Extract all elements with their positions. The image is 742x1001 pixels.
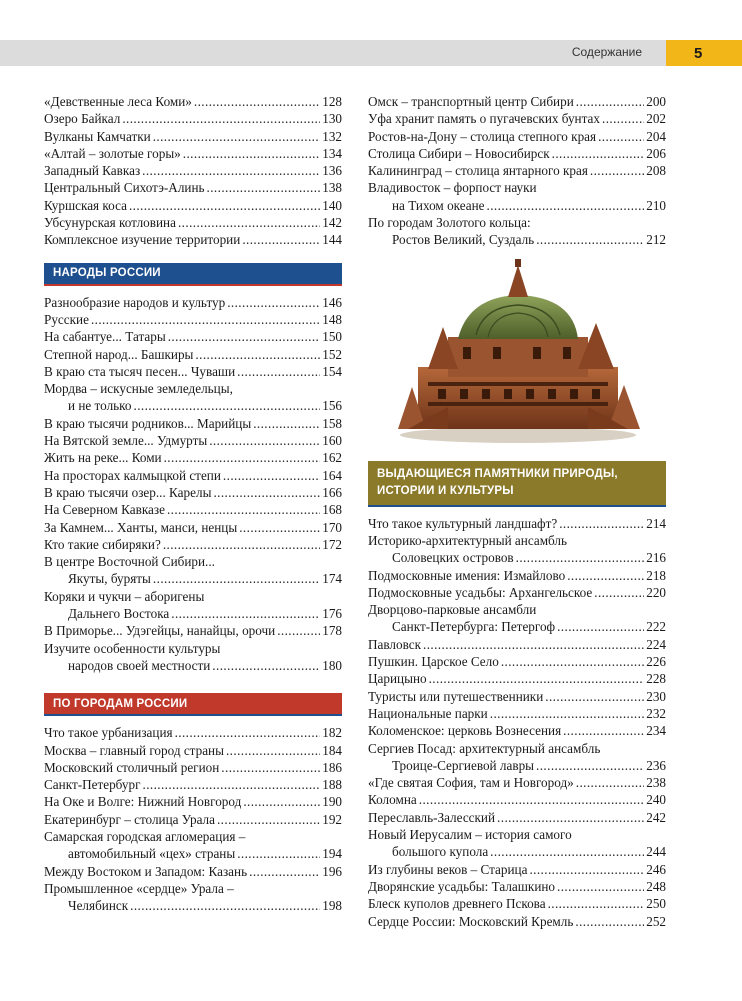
- dot-leader: [164, 449, 321, 466]
- toc-entry-page: 180: [322, 657, 342, 673]
- toc-entry-page: 132: [322, 128, 342, 144]
- toc-entry-title: Троице-Сергиевой лавры: [392, 757, 535, 773]
- dot-leader: [545, 688, 644, 705]
- toc-entry-page: 208: [646, 163, 666, 179]
- toc-entry-page: 238: [646, 775, 666, 791]
- toc-entry-page: 130: [322, 111, 342, 127]
- dot-leader: [242, 231, 320, 248]
- toc-entry: [44, 742, 342, 759]
- dot-leader: [183, 145, 320, 162]
- toc-entry-page: 158: [322, 415, 342, 431]
- dot-leader: [594, 584, 644, 601]
- dot-leader: [175, 724, 321, 741]
- toc-entry-page: 186: [322, 759, 342, 775]
- toc-entry-page: 148: [322, 311, 342, 327]
- page-number: 5: [694, 44, 703, 62]
- toc-entry: [368, 722, 666, 739]
- toc-entry: [368, 895, 666, 912]
- toc-entry-title: Калининград – столица янтарного края: [368, 163, 588, 179]
- toc-entry: [368, 878, 666, 895]
- toc-entry-title: Санкт-Петербург: [44, 777, 141, 793]
- toc-entry-page: 214: [646, 515, 666, 531]
- toc-entry: [44, 294, 342, 311]
- toc-entry-page: 212: [646, 232, 666, 248]
- toc-entry: [368, 774, 666, 791]
- toc-entry-title: и не только: [68, 398, 132, 414]
- toc-entry: [44, 128, 342, 145]
- dot-leader: [557, 878, 644, 895]
- toc-entry: [368, 128, 666, 145]
- dot-leader: [209, 432, 320, 449]
- toc-entry-page: 176: [322, 606, 342, 622]
- toc-entry-title: Национальные парки: [368, 705, 488, 721]
- toc-entry-title: Убсунурская котловина: [44, 215, 176, 231]
- dot-leader: [563, 722, 644, 739]
- toc-entry-title: Туристы или путешественники: [368, 688, 544, 704]
- toc-entry-page: 226: [646, 654, 666, 670]
- toc-entry-title: Санкт-Петербурга: Петергоф: [392, 619, 556, 635]
- toc-entry-page: 136: [322, 163, 342, 179]
- toc-entry: [368, 791, 666, 808]
- dot-leader: [277, 622, 320, 639]
- dot-leader: [237, 363, 320, 380]
- dot-leader: [130, 897, 320, 914]
- toc-entry-page: 210: [646, 197, 666, 213]
- toc-entry: [44, 897, 342, 914]
- toc-entry: [368, 145, 666, 162]
- toc-entry-page: 204: [646, 128, 666, 144]
- toc-entry-page: 248: [646, 878, 666, 894]
- toc-entry: [368, 231, 666, 248]
- toc-entry-title: Ростов Великий, Суздаль: [392, 232, 535, 248]
- toc-entry-title: Дальнего Востока: [68, 606, 170, 622]
- toc-entry-first-line: Мордва – искусные земледельцы,: [44, 381, 233, 397]
- dot-leader: [213, 484, 320, 501]
- dot-leader: [576, 774, 644, 791]
- dot-leader: [226, 742, 320, 759]
- toc-entry-page: 142: [322, 215, 342, 231]
- toc-entry-title: Комплексное изучение территории: [44, 232, 241, 248]
- toc-entry-page: 172: [322, 536, 342, 552]
- toc-entry-title: Что такое культурный ландшафт?: [368, 515, 558, 531]
- toc-entry-page: 164: [322, 467, 342, 483]
- dot-leader: [91, 311, 320, 328]
- toc-entry-title: Павловск: [368, 636, 422, 652]
- toc-entry-title: Подмосковные усадьбы: Архангельское: [368, 584, 593, 600]
- toc-entry-title: Уфа хранит память о пугачевских бунтах: [368, 111, 600, 127]
- toc-entry: [44, 93, 342, 110]
- dot-leader: [575, 913, 644, 930]
- toc-entry-page: 230: [646, 688, 666, 704]
- toc-entry-first-line: Сергиев Посад: архитектурный ансамбль: [368, 740, 601, 756]
- toc-entry-title: Омск – транспортный центр Сибири: [368, 94, 574, 109]
- toc-entry-page: 184: [322, 742, 342, 758]
- toc-entry-page: 220: [646, 584, 666, 600]
- toc-entry-title: на Тихом океане: [392, 197, 485, 213]
- section-heading-label-line2: ИСТОРИИ И КУЛЬТУРЫ: [377, 484, 514, 497]
- toc-entry-title: Переславль-Залесский: [368, 809, 496, 825]
- dot-leader: [217, 811, 320, 828]
- dot-leader: [178, 214, 320, 231]
- toc-entry-page: 228: [646, 671, 666, 687]
- toc-entry-page: 152: [322, 346, 342, 362]
- toc-entry-title: Между Востоком и Западом: Казань: [44, 863, 248, 879]
- dot-leader: [223, 467, 320, 484]
- toc-entry-first-line: Новый Иерусалим – история самого: [368, 827, 572, 843]
- toc-entry: [368, 636, 666, 653]
- toc-entry-title: Коломна: [368, 792, 417, 808]
- toc-entry-first-line: Коряки и чукчи – аборигены: [44, 588, 205, 604]
- toc-entry-page: 168: [322, 502, 342, 518]
- toc-entry-title: Коломенское: церковь Вознесения: [368, 723, 562, 739]
- toc-entry-title: На Оке и Волге: Нижний Новгород: [44, 794, 242, 810]
- toc-entry: [368, 653, 666, 670]
- toc-entry: [368, 809, 666, 826]
- toc-entry-title: Челябинск: [68, 898, 129, 914]
- toc-entry: [44, 145, 342, 162]
- toc-entry-page: 200: [646, 94, 666, 109]
- dot-leader: [194, 93, 320, 110]
- dot-leader: [557, 618, 644, 635]
- toc-entry-page: 218: [646, 567, 666, 583]
- toc-entry-title: народов своей местности: [68, 657, 211, 673]
- section-heading-cities: [44, 693, 342, 716]
- toc-column-left: [44, 93, 342, 914]
- toc-entry: [44, 214, 342, 231]
- toc-entry-title: Москва – главный город страны: [44, 742, 224, 758]
- toc-entry: [44, 519, 342, 536]
- section-heading-monuments: [368, 461, 666, 507]
- toc-entry: [44, 110, 342, 127]
- toc-entry-page: 250: [646, 896, 666, 912]
- toc-entry-first-line: Изучите особенности культуры: [44, 640, 221, 656]
- toc-entry-title: Озеро Байкал: [44, 111, 121, 127]
- toc-entry: [368, 567, 666, 584]
- dot-leader: [490, 705, 644, 722]
- toc-entry: [44, 346, 342, 363]
- toc-entry: [44, 776, 342, 793]
- toc-entry-page: 154: [322, 363, 342, 379]
- toc-entry: [44, 501, 342, 518]
- toc-entry: [44, 605, 342, 622]
- dot-leader: [249, 863, 320, 880]
- toc-entry-page: 196: [322, 863, 342, 879]
- toc-entry-first-line: Владивосток – форпост науки: [368, 180, 537, 196]
- page-number-badge: [666, 40, 742, 66]
- dot-leader: [153, 128, 321, 145]
- toc-entry-title: Дворянские усадьбы: Талашкино: [368, 878, 556, 894]
- toc-entry: [44, 449, 342, 466]
- toc-entry-title: Кто такие сибиряки?: [44, 536, 161, 552]
- toc-group-nature: [44, 93, 342, 249]
- dot-leader: [243, 793, 320, 810]
- dot-leader: [576, 93, 644, 110]
- toc-entry: [44, 484, 342, 501]
- toc-column-right: [368, 93, 666, 930]
- toc-group-cities: [44, 724, 342, 914]
- toc-entry: [44, 363, 342, 380]
- dot-leader: [529, 861, 644, 878]
- dot-leader: [497, 809, 644, 826]
- toc-entry: [368, 162, 666, 179]
- toc-entry-page: 224: [646, 636, 666, 652]
- dot-leader: [239, 519, 320, 536]
- dot-leader: [142, 162, 320, 179]
- toc-entry-first-line: По городам Золотого кольца:: [368, 215, 531, 231]
- dot-leader: [212, 657, 320, 674]
- dot-leader: [167, 501, 320, 518]
- section-heading-label-line1: ВЫДАЮЩИЕСЯ ПАМЯТНИКИ ПРИРОДЫ,: [377, 467, 618, 480]
- dot-leader: [552, 145, 645, 162]
- dot-leader: [490, 843, 644, 860]
- toc-entry-title: Ростов-на-Дону – столица степного края: [368, 128, 597, 144]
- dot-leader: [143, 776, 321, 793]
- dot-leader: [195, 346, 320, 363]
- toc-entry: [44, 536, 342, 553]
- toc-entry: [368, 618, 666, 635]
- toc-entry-title: На Вятской земле... Удмурты: [44, 433, 208, 449]
- toc-group-monuments: [368, 515, 666, 930]
- toc-entry: [368, 584, 666, 601]
- toc-entry-title: В краю тысячи озер... Карелы: [44, 484, 212, 500]
- toc-entry-first-line: Промышленное «сердце» Урала –: [44, 880, 234, 896]
- dot-leader: [602, 110, 644, 127]
- toc-entry: [44, 863, 342, 880]
- toc-entry-page: 140: [322, 197, 342, 213]
- dot-leader: [548, 895, 645, 912]
- toc-entry-page: 150: [322, 329, 342, 345]
- toc-entry-page: 234: [646, 723, 666, 739]
- toc-entry-page: 242: [646, 809, 666, 825]
- toc-entry: [368, 549, 666, 566]
- toc-entry: [368, 757, 666, 774]
- toc-entry: [368, 843, 666, 860]
- toc-entry-title: «Где святая София, там и Новгород»: [368, 775, 574, 791]
- toc-entry: [44, 570, 342, 587]
- dot-leader: [153, 570, 320, 587]
- toc-entry: [44, 657, 342, 674]
- toc-entry: [44, 793, 342, 810]
- toc-entry-page: 190: [322, 794, 342, 810]
- palace-image: [368, 257, 666, 447]
- toc-entry: [44, 432, 342, 449]
- dot-leader: [168, 328, 321, 345]
- toc-entry-page: 194: [322, 846, 342, 862]
- toc-entry-title: Что такое урбанизация: [44, 725, 173, 741]
- toc-entry: [368, 197, 666, 214]
- toc-entry-title: Из глубины веков – Старица: [368, 861, 528, 877]
- dot-leader: [227, 294, 320, 311]
- toc-entry-title: Центральный Сихотэ-Алинь: [44, 180, 205, 196]
- dot-leader: [134, 397, 321, 414]
- toc-entry-title: «Алтай – золотые горы»: [44, 145, 181, 161]
- toc-entry: [44, 328, 342, 345]
- toc-entry-page: 192: [322, 811, 342, 827]
- running-header-title: Содержание: [571, 45, 642, 59]
- toc-entry-page: 206: [646, 145, 666, 161]
- toc-entry-first-line: Самарская городская агломерация –: [44, 828, 246, 844]
- toc-entry-title: Подмосковные имения: Измайлово: [368, 567, 566, 583]
- dot-leader: [207, 179, 321, 196]
- toc-entry-title: Жить на реке... Коми: [44, 450, 162, 466]
- toc-entry-title: Русские: [44, 311, 89, 327]
- toc-entry-title: Степной народ... Башкиры: [44, 346, 194, 362]
- dot-leader: [559, 515, 644, 532]
- toc-entry: [44, 622, 342, 639]
- toc-entry-page: 240: [646, 792, 666, 808]
- toc-entry-page: 162: [322, 450, 342, 466]
- toc-entry: [44, 811, 342, 828]
- toc-entry-first-line: Историко-архитектурный ансамбль: [368, 532, 568, 548]
- toc-entry-page: 232: [646, 705, 666, 721]
- toc-entry-page: 146: [322, 294, 342, 310]
- toc-entry: [44, 724, 342, 741]
- dot-leader: [590, 162, 644, 179]
- toc-entry-title: Разнообразие народов и культур: [44, 294, 226, 310]
- toc-entry-page: 178: [322, 623, 342, 639]
- toc-entry-title: Якуты, буряты: [68, 571, 151, 587]
- toc-group-cities-cont: [368, 93, 666, 249]
- toc-entry-title: Московский столичный регион: [44, 759, 220, 775]
- toc-group-peoples: [44, 294, 342, 675]
- toc-entry: [44, 197, 342, 214]
- dot-leader: [429, 670, 645, 687]
- toc-entry-title: большого купола: [392, 844, 489, 860]
- toc-entry: [368, 913, 666, 930]
- dot-leader: [567, 567, 644, 584]
- dot-leader: [253, 415, 320, 432]
- dot-leader: [237, 845, 320, 862]
- wooden-palace-illustration: [368, 257, 666, 447]
- section-heading-label: НАРОДЫ РОССИИ: [53, 267, 161, 280]
- toc-entry: [368, 861, 666, 878]
- toc-entry-page: 138: [322, 180, 342, 196]
- toc-entry-title: За Камнем... Ханты, манси, ненцы: [44, 519, 238, 535]
- toc-entry-page: 216: [646, 550, 666, 566]
- toc-entry-title: Вулканы Камчатки: [44, 128, 151, 144]
- toc-entry-page: 128: [322, 94, 342, 109]
- toc-entry-page: 198: [322, 898, 342, 914]
- toc-entry-title: Западный Кавказ: [44, 163, 141, 179]
- toc-entry-title: автомобильный «цех» страны: [68, 846, 236, 862]
- toc-entry: [44, 467, 342, 484]
- toc-entry-title: В краю тысячи родников... Марийцы: [44, 415, 252, 431]
- toc-entry-page: 134: [322, 145, 342, 161]
- toc-entry-title: Пушкин. Царское Село: [368, 654, 499, 670]
- toc-entry-title: «Девственные леса Коми»: [44, 94, 192, 109]
- toc-entry-first-line: Дворцово-парковые ансамбли: [368, 602, 537, 618]
- dot-leader: [536, 757, 644, 774]
- toc-entry: [368, 670, 666, 687]
- section-heading-peoples: [44, 263, 342, 286]
- toc-entry-title: На просторах калмыцкой степи: [44, 467, 221, 483]
- toc-entry-page: 222: [646, 619, 666, 635]
- toc-entry-page: 174: [322, 571, 342, 587]
- dot-leader: [423, 636, 644, 653]
- dot-leader: [129, 197, 320, 214]
- toc-entry-title: На сабантуе... Татары: [44, 329, 166, 345]
- toc-entry-page: 202: [646, 111, 666, 127]
- toc-entry: [44, 231, 342, 248]
- toc-entry-page: 252: [646, 913, 666, 929]
- toc-entry: [44, 162, 342, 179]
- dot-leader: [419, 791, 644, 808]
- dot-leader: [487, 197, 645, 214]
- toc-entry-title: Столица Сибири – Новосибирск: [368, 145, 550, 161]
- toc-entry-page: 188: [322, 777, 342, 793]
- toc-entry-title: В Приморье... Удэгейцы, нанайцы, орочи: [44, 623, 276, 639]
- toc-entry: [368, 93, 666, 110]
- toc-entry-title: Екатеринбург – столица Урала: [44, 811, 215, 827]
- toc-entry-title: В краю ста тысяч песен... Чуваши: [44, 363, 236, 379]
- toc-entry-title: Куршская коса: [44, 197, 127, 213]
- toc-entry-page: 246: [646, 861, 666, 877]
- toc-entry-title: Блеск куполов древнего Пскова: [368, 896, 546, 912]
- dot-leader: [122, 110, 320, 127]
- toc-entry-page: 156: [322, 398, 342, 414]
- toc-entry: [44, 415, 342, 432]
- toc-entry: [44, 759, 342, 776]
- toc-entry-first-line: В центре Восточной Сибири...: [44, 554, 215, 570]
- toc-entry-title: Соловецких островов: [392, 550, 514, 566]
- toc-entry-page: 166: [322, 484, 342, 500]
- toc-entry: [44, 397, 342, 414]
- toc-entry-page: 160: [322, 433, 342, 449]
- section-heading-label: ПО ГОРОДАМ РОССИИ: [53, 697, 188, 710]
- dot-leader: [501, 653, 644, 670]
- dot-leader: [598, 128, 644, 145]
- dot-leader: [221, 759, 320, 776]
- toc-entry-page: 244: [646, 844, 666, 860]
- toc-entry-title: На Северном Кавказе: [44, 502, 165, 518]
- toc-entry-page: 144: [322, 232, 342, 248]
- toc-entry-title: Царицыно: [368, 671, 427, 687]
- toc-entry-page: 170: [322, 519, 342, 535]
- dot-leader: [536, 231, 644, 248]
- dot-leader: [171, 605, 320, 622]
- dot-leader: [163, 536, 320, 553]
- toc-entry: [368, 515, 666, 532]
- toc-entry: [368, 705, 666, 722]
- toc-entry: [368, 688, 666, 705]
- toc-entry-title: Сердце России: Московский Кремль: [368, 913, 574, 929]
- toc-entry: [368, 110, 666, 127]
- toc-entry-page: 236: [646, 757, 666, 773]
- toc-entry: [44, 179, 342, 196]
- toc-entry: [44, 311, 342, 328]
- toc-entry: [44, 845, 342, 862]
- toc-entry-page: 182: [322, 725, 342, 741]
- dot-leader: [516, 549, 645, 566]
